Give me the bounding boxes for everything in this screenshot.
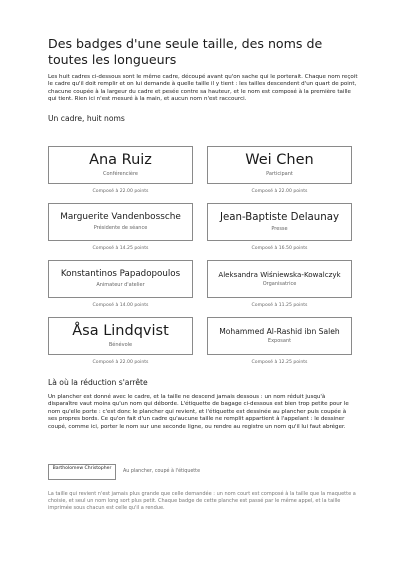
floor-paragraph: Un plancher est donné avec le cadre, et la taille ne descend jamais dessous : un nom réduit jusqu'à disparaître vaut moins qu'un nom qui déborde. L'étiquette de bagage ci-dessous est bien trop petite pour le nom qu'elle porte : c'est donc le plancher qui revient, et l'étiquette est dessinée au plancher puis coupée à ses propres bords. Ce qu'on fait d'un cadre qu'aucune taille ne remplit appartient à l'appelant : le dessiner coupé, comme ici, porter le nom sur une seconde ligne, ou rendre au registre un nom qu'il lui faut abréger. xyxy=(48,394,349,430)
badge-role: Conférencière xyxy=(103,170,138,177)
page-title: Des badges d'une seule taille, des noms de toutes les longueurs xyxy=(48,36,323,67)
badge-name: Konstantinos Papadopoulos xyxy=(60,269,181,280)
section-heading-floor: Là où la réduction s'arrête xyxy=(48,378,148,387)
badge-name: Jean-Baptiste Delaunay xyxy=(220,212,339,224)
luggage-tag-caption: Au plancher, coupé à l'étiquette xyxy=(123,469,201,474)
badge-name: Aleksandra Wiśniewska-Kowalczyk xyxy=(218,270,341,280)
footnote: La taille qui revient n'est jamais plus grande que celle demandée : un nom court est composé à la taille que la maquette a choisie, et seul un nom long sort plus petit. Chaque badge de cette planche est passé par le même appel, et la taille imprimée sous chacun est celle qu'il a rendue. xyxy=(48,491,356,511)
badge-role: Exposant xyxy=(267,338,292,345)
badge xyxy=(48,317,193,355)
luggage-tag-sample: Bartholomew Christopher xyxy=(48,464,116,480)
section-heading-badges: Un cadre, huit noms xyxy=(48,113,125,123)
badge-fit-size: Composé à 22.00 points xyxy=(92,360,149,365)
badge-name: Mohammed Al-Rashid ibn Saleh xyxy=(219,326,340,336)
badge-role: Organisatrice xyxy=(262,280,297,287)
badge xyxy=(48,260,193,298)
badge xyxy=(48,203,193,241)
badge-name: Ana Ruiz xyxy=(89,152,152,169)
badge-role: Bénévole xyxy=(108,341,133,348)
badge-fit-size: Composé à 22.00 points xyxy=(251,189,308,194)
badge xyxy=(207,203,352,241)
badge-fit-size: Composé à 22.00 points xyxy=(92,189,149,194)
badge xyxy=(207,260,352,298)
badge-name: Åsa Lindqvist xyxy=(72,323,169,340)
badge-role: Présidente de séance xyxy=(93,224,148,231)
badge-name: Marguerite Vandenbossche xyxy=(60,212,181,223)
badge-fit-size: Composé à 11.25 points xyxy=(251,303,308,308)
badge-name: Wei Chen xyxy=(245,152,314,169)
badge xyxy=(48,146,193,184)
badge-role: Participant xyxy=(266,170,293,177)
badge-role: Animateur d'atelier xyxy=(96,281,145,288)
badge-fit-size: Composé à 12.25 points xyxy=(251,360,308,365)
badge-fit-size: Composé à 14.00 points xyxy=(92,303,149,308)
badge xyxy=(207,317,352,355)
page xyxy=(48,36,358,511)
badge-fit-size: Composé à 14.25 points xyxy=(92,246,149,251)
badge xyxy=(207,146,352,184)
badge-fit-size: Composé à 16.50 points xyxy=(251,246,308,251)
intro-paragraph: Les huit cadres ci-dessous sont le même cadre, découpé avant qu'on sache qui le porterait. Chaque nom reçoit le cadre qu'il doit remplir et on lui demande à quelle taille il y tient : les tailles descendent d'un quart de point, chacune coupée à la largeur du cadre et pesée contre sa hauteur, et le nom est composé à la première taille qui tient. Rien ici n'est mesuré à la main, et aucun nom n'est raccourci. xyxy=(48,74,358,103)
badge-role: Presse xyxy=(271,225,288,232)
